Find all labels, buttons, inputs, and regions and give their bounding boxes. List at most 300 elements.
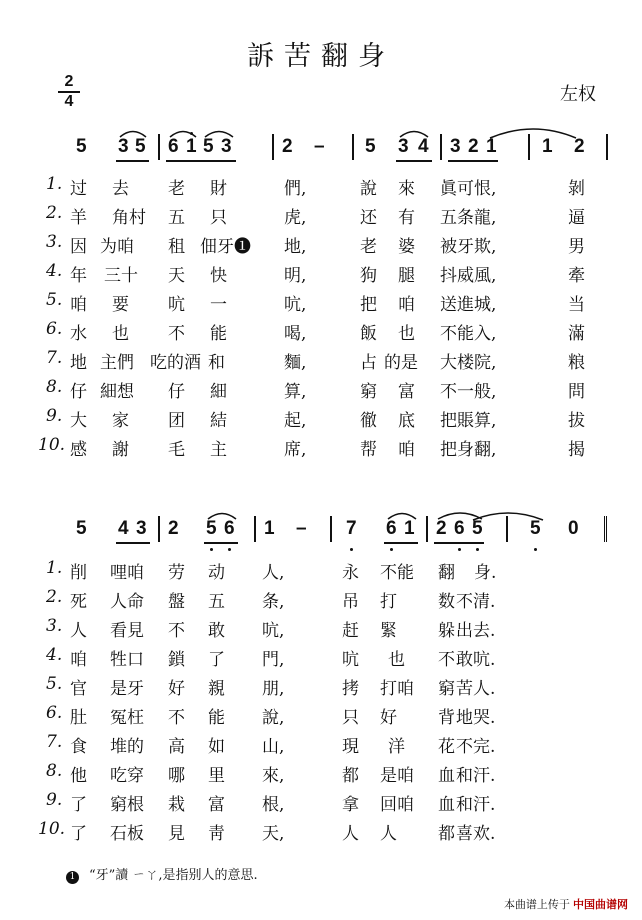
- lyric-line: [0, 645, 642, 668]
- lyric: 不: [168, 324, 185, 344]
- slur: [206, 510, 238, 520]
- barline: [352, 134, 354, 160]
- lyric: 三十: [104, 266, 138, 286]
- lyric: 死: [70, 592, 87, 612]
- lyric: 毛: [168, 440, 185, 460]
- lyric: 主: [210, 440, 227, 460]
- note: 3: [398, 136, 409, 157]
- lyric: 窮根: [110, 795, 144, 815]
- note: 7: [346, 518, 357, 539]
- verse-number: 9.: [46, 406, 63, 426]
- lyric: 他: [70, 766, 87, 786]
- lyric: 的是: [384, 353, 418, 373]
- lyric: 五: [168, 208, 185, 228]
- lyric: 送進城,: [440, 295, 497, 315]
- lyric: 天: [168, 266, 185, 286]
- lyric: 仔: [70, 382, 87, 402]
- slur: [386, 510, 418, 520]
- underline: [166, 160, 202, 162]
- lyric: 和: [208, 353, 225, 373]
- footnote: [66, 864, 258, 884]
- lyric: 肚: [70, 708, 87, 728]
- lyric: 去: [112, 179, 129, 199]
- lyric: 条,: [262, 592, 285, 612]
- lyric: 盤: [168, 592, 185, 612]
- lyric: 拿: [342, 795, 359, 815]
- verse-number: 6.: [46, 703, 63, 723]
- verse-number: 1.: [46, 558, 63, 578]
- note: 2: [574, 136, 585, 157]
- lyric: 不清.: [456, 592, 496, 612]
- lyric: 地哭.: [456, 708, 496, 728]
- barline: [330, 516, 332, 542]
- note: 5: [206, 518, 217, 539]
- lyric: 算,: [284, 382, 307, 402]
- lyric: 过: [70, 179, 87, 199]
- lyric: 背: [438, 708, 455, 728]
- lyric: 逼: [568, 208, 585, 228]
- lyric: 羊: [70, 208, 87, 228]
- lyric: 狗: [360, 266, 377, 286]
- lyric-line: [0, 174, 642, 197]
- note: 3: [450, 136, 461, 157]
- lyric: 身.: [474, 563, 497, 583]
- slur: [118, 128, 148, 138]
- lyric: 緊: [380, 621, 397, 641]
- lyric: 也: [388, 650, 405, 670]
- lyric: 天,: [262, 824, 285, 844]
- lyric: 老: [168, 179, 185, 199]
- lyric: 席,: [284, 440, 307, 460]
- lyric: 了: [70, 795, 87, 815]
- lyric: 石板: [110, 824, 144, 844]
- barline: [272, 134, 274, 160]
- lyric: 牲口: [110, 650, 144, 670]
- verse-number: 4.: [46, 261, 63, 281]
- underline: [396, 160, 432, 162]
- lyric: 出去.: [456, 621, 496, 641]
- underline: [204, 542, 238, 544]
- lyric: 和汗.: [456, 795, 496, 815]
- lyric: 帮: [360, 440, 377, 460]
- lyric: 为咱: [100, 237, 134, 257]
- lyric: 只: [342, 708, 359, 728]
- note: 3: [118, 136, 129, 157]
- lyric: 眞可恨,: [440, 179, 497, 199]
- low-octave-dot: [390, 548, 393, 551]
- lyric: 血: [438, 766, 455, 786]
- note: 2: [436, 518, 447, 539]
- lyric-line: [0, 790, 642, 813]
- low-octave-dot: [458, 548, 461, 551]
- verse-number: 4.: [46, 645, 63, 665]
- lyric: 人: [380, 824, 397, 844]
- lyric: 婆: [398, 237, 415, 257]
- time-signature: [58, 74, 80, 110]
- lyric: 不: [438, 650, 455, 670]
- lyric: 人: [70, 621, 87, 641]
- barline: [158, 516, 160, 542]
- lyric-line: [0, 290, 642, 313]
- lyric: 財: [210, 179, 227, 199]
- lyric: 說: [360, 179, 377, 199]
- verse-number: 8.: [46, 761, 63, 781]
- lyric: 冤枉: [110, 708, 144, 728]
- lyric-line: [0, 616, 642, 639]
- lyric: 仔: [168, 382, 185, 402]
- slur: [168, 128, 198, 138]
- lyric: 租: [168, 237, 185, 257]
- lyric: 敢吭.: [456, 650, 496, 670]
- lyric: 有: [398, 208, 415, 228]
- lyric-line: [0, 674, 642, 697]
- lyric: 拷: [342, 679, 359, 699]
- lyric: 不完.: [456, 737, 496, 757]
- lyric: 哩咱: [110, 563, 144, 583]
- lyric: 把賬算,: [440, 411, 497, 431]
- lyric: 能: [210, 324, 227, 344]
- lyric: 也: [398, 324, 415, 344]
- lyric-line: [0, 435, 642, 458]
- lyric: 親: [208, 679, 225, 699]
- lyric: 喝,: [284, 324, 307, 344]
- verse-number: 10.: [38, 819, 66, 839]
- lyric: 徹: [360, 411, 377, 431]
- song-title: 訴苦翻身: [247, 41, 395, 72]
- lyric-line: [0, 587, 642, 610]
- lyric: 永: [342, 563, 359, 583]
- note: 5: [472, 518, 483, 539]
- lyric: 滿: [568, 324, 585, 344]
- lyric: 窮: [360, 382, 377, 402]
- lyric: 里: [208, 766, 225, 786]
- lyric: 把身翻,: [440, 440, 497, 460]
- watermark: [504, 896, 628, 912]
- lyric: 咱: [70, 650, 87, 670]
- verse-number: 3.: [46, 616, 63, 636]
- lyric: 大: [70, 411, 87, 431]
- lyric: 哪: [168, 766, 185, 786]
- lyric: 男: [568, 237, 585, 257]
- lyric: 剝: [568, 179, 585, 199]
- lyric: 血: [438, 795, 455, 815]
- lyric: 起,: [284, 411, 307, 431]
- lyric: 揭: [568, 440, 585, 460]
- lyric: 腿: [398, 266, 415, 286]
- lyric-line: [0, 203, 642, 226]
- lyric: 人: [342, 824, 359, 844]
- lyric-line: [0, 819, 642, 842]
- note: 4: [118, 518, 129, 539]
- lyric: 不能: [380, 563, 414, 583]
- lyric: 麵,: [284, 353, 307, 373]
- lyric: 打咱: [380, 679, 414, 699]
- lyric: 謝: [112, 440, 129, 460]
- lyric: 被牙欺,: [440, 237, 497, 257]
- lyric: 門,: [262, 650, 285, 670]
- lyric: 說,: [262, 708, 285, 728]
- note: 1: [264, 518, 275, 539]
- note: 5: [530, 518, 541, 539]
- note: 1: [404, 518, 415, 539]
- note: 5: [135, 136, 146, 157]
- lyric: 都: [438, 824, 455, 844]
- lyric: 人命: [110, 592, 144, 612]
- lyric: 咱: [70, 295, 87, 315]
- low-octave-dot: [350, 548, 353, 551]
- note: 5: [203, 136, 214, 157]
- lyric: 飯: [360, 324, 377, 344]
- lyric: 山,: [262, 737, 285, 757]
- note: 6: [454, 518, 465, 539]
- lyric: 細: [210, 382, 227, 402]
- lyric: 苦人.: [456, 679, 496, 699]
- lyric: 要: [112, 295, 129, 315]
- verse-number: 7.: [46, 732, 63, 752]
- lyric: 角村: [112, 208, 146, 228]
- note: 2: [468, 136, 479, 157]
- lyric: 劳: [168, 563, 185, 583]
- slur: [470, 510, 546, 522]
- barline: [254, 516, 256, 542]
- lyric: 咱: [398, 440, 415, 460]
- note: 6: [168, 136, 179, 157]
- lyric: 人,: [262, 563, 285, 583]
- lyric: 不能入,: [440, 324, 497, 344]
- underline: [448, 160, 498, 162]
- lyric: 窮: [438, 679, 455, 699]
- low-octave-dot: [210, 548, 213, 551]
- verse-number: 9.: [46, 790, 63, 810]
- verse-number: 1.: [46, 174, 63, 194]
- lyric: 吭: [168, 295, 185, 315]
- lyric-line: [0, 703, 642, 726]
- lyrics-block-2: [0, 558, 642, 848]
- lyric-line: [0, 558, 642, 581]
- watermark-prefix: 本曲谱上传于: [503, 899, 570, 911]
- lyric-line: [0, 319, 642, 342]
- lyric: 們,: [284, 179, 307, 199]
- lyric: 見: [168, 824, 185, 844]
- barline: [426, 516, 428, 542]
- lyric: 現: [342, 737, 359, 757]
- lyric: 能: [208, 708, 225, 728]
- notation-row-1: [0, 128, 642, 168]
- lyric: 家: [112, 411, 129, 431]
- verse-number: 3.: [46, 232, 63, 252]
- note: –: [296, 518, 307, 539]
- note: 5: [76, 518, 87, 539]
- low-octave-dot: [476, 548, 479, 551]
- lyric: 只: [210, 208, 227, 228]
- note: 6: [386, 518, 397, 539]
- lyric: 吊: [342, 592, 359, 612]
- verse-number: 5.: [46, 290, 63, 310]
- note: 1: [542, 136, 553, 157]
- lyric: 栽: [168, 795, 185, 815]
- note: 3: [136, 518, 147, 539]
- lyric: 佃牙❶: [200, 237, 251, 257]
- lyric-line: [0, 761, 642, 784]
- lyric: 抖威風,: [440, 266, 497, 286]
- lyric: 鎖: [168, 650, 185, 670]
- lyric: 明,: [284, 266, 307, 286]
- verse-number: 2.: [46, 203, 63, 223]
- underline: [434, 542, 484, 544]
- lyric-line: [0, 261, 642, 284]
- lyric: 地,: [284, 237, 307, 257]
- lyric: 好: [168, 679, 185, 699]
- lyric: 老: [360, 237, 377, 257]
- lyric: 花: [438, 737, 455, 757]
- lyric: 大楼院,: [440, 353, 497, 373]
- barline: [440, 134, 442, 160]
- lyric: 虎,: [284, 208, 307, 228]
- lyric: 官: [70, 679, 87, 699]
- lyric: 敢: [208, 621, 225, 641]
- notation-row-2: [0, 510, 642, 554]
- note: –: [314, 136, 325, 157]
- composer: 左权: [560, 84, 596, 105]
- note: 6: [224, 518, 235, 539]
- lyric: 水: [70, 324, 87, 344]
- underline: [201, 160, 236, 162]
- lyric: 如: [208, 737, 225, 757]
- lyrics-block-1: [0, 174, 642, 464]
- lyric: 靑: [208, 824, 225, 844]
- slur: [398, 128, 430, 138]
- lyric: 团: [168, 411, 185, 431]
- lyric: 年: [70, 266, 87, 286]
- lyric: 数: [438, 592, 455, 612]
- lyric: 咱: [398, 295, 415, 315]
- final-barline: [604, 516, 607, 542]
- tie: [486, 126, 580, 140]
- lyric: 食: [70, 737, 87, 757]
- lyric: 結: [210, 411, 227, 431]
- lyric: 吃的酒: [150, 353, 201, 373]
- lyric: 來: [398, 179, 415, 199]
- meter-top: 2: [64, 73, 74, 90]
- verse-number: 7.: [46, 348, 63, 368]
- lyric: 朋,: [262, 679, 285, 699]
- lyric: 看見: [110, 621, 144, 641]
- lyric: 粮: [568, 353, 585, 373]
- lyric: 和汗.: [456, 766, 496, 786]
- lyric-line: [0, 348, 642, 371]
- lyric: 躲: [438, 621, 455, 641]
- lyric: 主們: [100, 353, 134, 373]
- lyric: 占: [360, 353, 377, 373]
- lyric: 感: [70, 440, 87, 460]
- lyric: 因: [70, 237, 87, 257]
- lyric: 都: [342, 766, 359, 786]
- lyric: 还: [360, 208, 377, 228]
- lyric: 地: [70, 353, 87, 373]
- underline: [116, 542, 150, 544]
- note: 1: [486, 136, 497, 157]
- lyric: 細想: [100, 382, 134, 402]
- lyric: 吭,: [284, 295, 307, 315]
- lyric: 是牙: [110, 679, 144, 699]
- lyric: 回咱: [380, 795, 414, 815]
- lyric: 富: [398, 382, 415, 402]
- note: 4: [418, 136, 429, 157]
- lyric: 赶: [342, 621, 359, 641]
- low-octave-dot: [228, 548, 231, 551]
- barline: [606, 134, 608, 160]
- barline: [528, 134, 530, 160]
- lyric: 問: [568, 382, 585, 402]
- low-octave-dot: [534, 548, 537, 551]
- lyric: 翻: [438, 563, 455, 583]
- note: 5: [76, 136, 87, 157]
- lyric: 堆的: [110, 737, 144, 757]
- note: 1: [186, 136, 197, 157]
- lyric-line: [0, 406, 642, 429]
- barline: [158, 134, 160, 160]
- lyric: 一: [210, 295, 227, 315]
- lyric: 削: [70, 563, 87, 583]
- lyric: 洋: [388, 737, 405, 757]
- lyric: 吭: [342, 650, 359, 670]
- verse-number: 10.: [38, 435, 66, 455]
- lyric: 喜欢.: [456, 824, 496, 844]
- lyric: 底: [398, 411, 415, 431]
- meter-bottom: 4: [64, 93, 74, 110]
- lyric: 打: [380, 592, 397, 612]
- lyric: 也: [112, 324, 129, 344]
- lyric: 快: [210, 266, 227, 286]
- lyric: 吃穿: [110, 766, 144, 786]
- lyric-line: [0, 232, 642, 255]
- lyric: 不: [168, 621, 185, 641]
- note: 2: [168, 518, 179, 539]
- watermark-brand: 中国曲谱网: [573, 899, 628, 911]
- verse-number: 8.: [46, 377, 63, 397]
- footnote-marker: 1: [66, 871, 79, 884]
- lyric: 高: [168, 737, 185, 757]
- lyric: 來,: [262, 766, 285, 786]
- lyric: 当: [568, 295, 585, 315]
- lyric: 牽: [568, 266, 585, 286]
- verse-number: 6.: [46, 319, 63, 339]
- underline: [384, 542, 418, 544]
- slur: [203, 128, 235, 138]
- lyric-line: [0, 732, 642, 755]
- lyric: 根,: [262, 795, 285, 815]
- note: 5: [365, 136, 376, 157]
- note: 0: [568, 518, 579, 539]
- lyric: 动: [208, 563, 225, 583]
- lyric: 富: [208, 795, 225, 815]
- verse-number: 5.: [46, 674, 63, 694]
- footnote-text: “牙”讀 ㄧㄚ,是指别人的意思.: [89, 868, 258, 883]
- underline: [116, 160, 149, 162]
- lyric: 拔: [568, 411, 585, 431]
- lyric: 是咱: [380, 766, 414, 786]
- note: 3: [221, 136, 232, 157]
- verse-number: 2.: [46, 587, 63, 607]
- note: 2: [282, 136, 293, 157]
- lyric: 吭,: [262, 621, 285, 641]
- lyric: 五: [208, 592, 225, 612]
- lyric-line: [0, 377, 642, 400]
- lyric: 了: [70, 824, 87, 844]
- lyric: 五条龍,: [440, 208, 497, 228]
- lyric: 了: [208, 650, 225, 670]
- lyric: 不: [168, 708, 185, 728]
